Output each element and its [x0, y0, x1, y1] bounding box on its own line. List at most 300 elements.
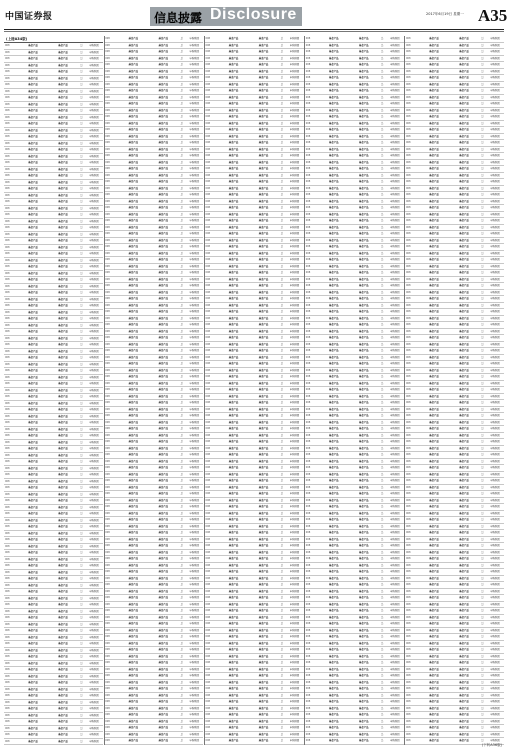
row-business-type: 申购赎回 — [285, 205, 303, 212]
row-business-type: 申购赎回 — [486, 322, 504, 329]
row-fund-name: 基金产品 — [118, 88, 148, 95]
row-flag: 是 — [279, 458, 286, 465]
row-business-type: 申购赎回 — [486, 315, 504, 322]
row-fund-name: 基金产品 — [419, 621, 449, 628]
row-code: 008 — [104, 556, 118, 563]
row-fund-name: 基金产品 — [319, 296, 349, 303]
row-fund-name: 基金产品 — [118, 283, 148, 290]
row-fund-name: 基金产品 — [319, 504, 349, 511]
row-code: 008 — [405, 348, 419, 355]
row-fund-name: 基金产品 — [18, 368, 48, 375]
row-fund-name: 基金产品 — [319, 361, 349, 368]
row-flag: 是 — [379, 192, 386, 199]
row-business-type: 申购赎回 — [285, 341, 303, 348]
row-flag: 是 — [78, 238, 85, 245]
row-fund-product: 基金产品 — [349, 484, 379, 491]
row-flag: 是 — [279, 153, 286, 160]
row-flag: 是 — [78, 537, 85, 544]
row-code: 008 — [305, 302, 319, 309]
row-business-type: 申购赎回 — [486, 341, 504, 348]
row-flag: 是 — [379, 374, 386, 381]
row-business-type: 申购赎回 — [85, 608, 103, 615]
row-fund-product: 基金产品 — [148, 504, 178, 511]
row-code: 008 — [305, 725, 319, 732]
row-fund-name: 基金产品 — [419, 614, 449, 621]
row-business-type: 申购赎回 — [85, 407, 103, 414]
row-business-type: 申购赎回 — [185, 55, 203, 62]
row-business-type: 申购赎回 — [85, 277, 103, 284]
row-fund-product: 基金产品 — [449, 289, 479, 296]
row-fund-name: 基金产品 — [118, 543, 148, 550]
row-flag: 是 — [279, 250, 286, 257]
row-business-type: 申购赎回 — [386, 575, 404, 582]
row-business-type: 申购赎回 — [285, 328, 303, 335]
row-fund-product: 基金产品 — [48, 621, 78, 628]
row-flag: 是 — [379, 75, 386, 82]
row-fund-product: 基金产品 — [349, 491, 379, 498]
row-flag: 是 — [279, 179, 286, 186]
row-flag: 是 — [379, 582, 386, 589]
row-flag: 是 — [279, 296, 286, 303]
row-flag: 是 — [279, 302, 286, 309]
row-code: 008 — [205, 62, 219, 69]
row-fund-name: 基金产品 — [118, 276, 148, 283]
row-business-type: 申购赎回 — [386, 536, 404, 543]
row-code: 008 — [104, 367, 118, 374]
row-flag: 是 — [479, 510, 486, 517]
row-business-type: 申购赎回 — [486, 62, 504, 69]
row-flag: 是 — [379, 224, 386, 231]
row-fund-product: 基金产品 — [249, 283, 279, 290]
row-code: 008 — [205, 582, 219, 589]
header-rule-thin — [4, 31, 504, 32]
page-header — [0, 0, 508, 30]
row-business-type: 申购赎回 — [386, 679, 404, 686]
row-business-type: 申购赎回 — [85, 589, 103, 596]
row-business-type: 申购赎回 — [85, 316, 103, 323]
row-fund-product: 基金产品 — [249, 322, 279, 329]
row-fund-name: 基金产品 — [118, 62, 148, 69]
row-fund-product: 基金产品 — [249, 465, 279, 472]
row-fund-name: 基金产品 — [18, 556, 48, 563]
row-fund-product: 基金产品 — [449, 153, 479, 160]
row-code: 008 — [205, 380, 219, 387]
row-fund-name: 基金产品 — [419, 120, 449, 127]
row-fund-name: 基金产品 — [419, 679, 449, 686]
row-business-type: 申购赎回 — [386, 270, 404, 277]
row-flag: 是 — [279, 224, 286, 231]
row-fund-name: 基金产品 — [419, 283, 449, 290]
row-code: 008 — [205, 595, 219, 602]
row-fund-name: 基金产品 — [118, 614, 148, 621]
row-fund-name — [419, 744, 449, 745]
row-fund-product: 基金产品 — [449, 673, 479, 680]
row-business-type: 申购赎回 — [185, 575, 203, 582]
row-code: 008 — [104, 465, 118, 472]
row-business-type: 申购赎回 — [85, 342, 103, 349]
row-fund-name: 基金产品 — [319, 614, 349, 621]
row-fund-name: 基金产品 — [319, 510, 349, 517]
row-flag: 是 — [78, 446, 85, 453]
row-fund-name: 基金产品 — [219, 549, 249, 556]
row-code: 008 — [205, 198, 219, 205]
row-flag: 是 — [178, 198, 185, 205]
row-flag: 是 — [78, 576, 85, 583]
row-business-type: 申购赎回 — [85, 88, 103, 95]
row-business-type: 申购赎回 — [486, 387, 504, 394]
row-code: 008 — [104, 738, 118, 745]
row-fund-product: 基金产品 — [349, 653, 379, 660]
row-flag: 是 — [379, 666, 386, 673]
row-fund-product: 基金产品 — [449, 55, 479, 62]
row-fund-product: 基金产品 — [349, 640, 379, 647]
row-code: 008 — [205, 497, 219, 504]
row-business-type: 申购赎回 — [285, 231, 303, 238]
table-column — [205, 36, 304, 745]
row-fund-name: 基金产品 — [319, 198, 349, 205]
row-code: 008 — [205, 705, 219, 712]
row-fund-product: 基金产品 — [349, 426, 379, 433]
row-fund-name: 基金产品 — [18, 303, 48, 310]
row-flag: 是 — [178, 731, 185, 738]
row-fund-product: 基金产品 — [349, 341, 379, 348]
row-fund-name: 基金产品 — [219, 354, 249, 361]
row-fund-product: 基金产品 — [249, 354, 279, 361]
row-fund-name: 基金产品 — [219, 380, 249, 387]
row-business-type: 申购赎回 — [85, 101, 103, 108]
row-fund-name: 基金产品 — [419, 692, 449, 699]
row-business-type: 申购赎回 — [486, 68, 504, 75]
row-business-type: 申购赎回 — [85, 511, 103, 518]
row-fund-name: 基金产品 — [419, 328, 449, 335]
row-flag: 是 — [379, 62, 386, 69]
row-code: 008 — [4, 283, 18, 290]
row-code: 008 — [205, 244, 219, 251]
row-fund-product: 基金产品 — [48, 212, 78, 219]
row-fund-product: 基金产品 — [349, 543, 379, 550]
row-business-type: 申购赎回 — [85, 478, 103, 485]
row-code: 008 — [305, 497, 319, 504]
row-code: 008 — [305, 114, 319, 121]
row-business-type: 申购赎回 — [185, 153, 203, 160]
row-code: 008 — [305, 289, 319, 296]
row-fund-name: 基金产品 — [319, 608, 349, 615]
row-fund-product: 基金产品 — [148, 393, 178, 400]
row-flag: 是 — [379, 432, 386, 439]
row-business-type: 申购赎回 — [185, 406, 203, 413]
row-fund-name: 基金产品 — [319, 634, 349, 641]
row-fund-product: 基金产品 — [148, 517, 178, 524]
row-fund-name: 基金产品 — [419, 114, 449, 121]
row-code: 008 — [4, 355, 18, 362]
row-flag: 是 — [78, 634, 85, 641]
row-business-type: 申购赎回 — [486, 114, 504, 121]
row-fund-name: 基金产品 — [118, 569, 148, 576]
row-flag: 是 — [279, 569, 286, 576]
row-business-type: 申购赎回 — [285, 62, 303, 69]
row-fund-product: 基金产品 — [449, 88, 479, 95]
section-title: 信息披露 — [154, 11, 203, 25]
row-code: 008 — [205, 504, 219, 511]
row-fund-product: 基金产品 — [449, 328, 479, 335]
row-fund-name: 基金产品 — [118, 107, 148, 114]
row-fund-name: 基金产品 — [18, 244, 48, 251]
row-fund-name: 基金产品 — [419, 543, 449, 550]
row-flag: 是 — [479, 315, 486, 322]
row-business-type: 申购赎回 — [486, 75, 504, 82]
row-fund-product: 基金产品 — [148, 289, 178, 296]
row-flag: 是 — [279, 55, 286, 62]
row-fund-product: 基金产品 — [449, 595, 479, 602]
row-business-type: 申购赎回 — [285, 257, 303, 264]
row-flag: 是 — [379, 315, 386, 322]
row-fund-name: 基金产品 — [18, 524, 48, 531]
row-business-type: 申购赎回 — [285, 484, 303, 491]
row-fund-name: 基金产品 — [18, 218, 48, 225]
row-fund-name: 基金产品 — [319, 569, 349, 576]
row-fund-product: 基金产品 — [48, 186, 78, 193]
row-business-type: 申购赎回 — [386, 179, 404, 186]
row-fund-product: 基金产品 — [249, 348, 279, 355]
row-flag: 是 — [479, 536, 486, 543]
row-fund-product: 基金产品 — [449, 172, 479, 179]
row-flag: 是 — [178, 471, 185, 478]
row-fund-product: 基金产品 — [148, 582, 178, 589]
row-fund-product: 基金产品 — [249, 406, 279, 413]
row-fund-product: 基金产品 — [148, 432, 178, 439]
row-fund-product: 基金产品 — [349, 530, 379, 537]
row-code: 008 — [4, 472, 18, 479]
row-fund-name: 基金产品 — [219, 75, 249, 82]
row-fund-product: 基金产品 — [48, 316, 78, 323]
row-fund-product: 基金产品 — [249, 608, 279, 615]
row-fund-name: 基金产品 — [219, 367, 249, 374]
row-business-type: 申购赎回 — [486, 283, 504, 290]
row-flag: 是 — [479, 543, 486, 550]
row-fund-name: 基金产品 — [18, 355, 48, 362]
row-fund-product: 基金产品 — [449, 452, 479, 459]
row-flag: 是 — [178, 88, 185, 95]
row-fund-name: 基金产品 — [219, 237, 249, 244]
row-flag: 是 — [178, 94, 185, 101]
row-fund-name: 基金产品 — [18, 88, 48, 95]
row-fund-product: 基金产品 — [148, 218, 178, 225]
row-business-type: 申购赎回 — [386, 244, 404, 251]
row-flag: 是 — [379, 289, 386, 296]
row-fund-name: 基金产品 — [118, 224, 148, 231]
row-fund-name: 基金产品 — [18, 127, 48, 134]
row-business-type: 申购赎回 — [285, 517, 303, 524]
row-fund-name: 基金产品 — [219, 504, 249, 511]
row-code: 008 — [305, 653, 319, 660]
row-flag: 是 — [78, 569, 85, 576]
row-business-type: 申购赎回 — [386, 725, 404, 732]
row-code: 008 — [4, 342, 18, 349]
row-flag: 是 — [178, 335, 185, 342]
row-fund-name: 基金产品 — [18, 647, 48, 654]
row-code: 008 — [305, 140, 319, 147]
row-fund-name: 基金产品 — [319, 699, 349, 706]
row-code: 008 — [4, 517, 18, 524]
row-code: 008 — [4, 88, 18, 95]
row-flag: 是 — [479, 679, 486, 686]
row-code: 008 — [4, 576, 18, 583]
row-code: 008 — [4, 95, 18, 102]
row-business-type: 申购赎回 — [85, 576, 103, 583]
row-fund-name: 基金产品 — [118, 133, 148, 140]
row-fund-product: 基金产品 — [148, 400, 178, 407]
row-fund-name: 基金产品 — [319, 458, 349, 465]
row-flag: 是 — [379, 601, 386, 608]
row-business-type: 申购赎回 — [486, 172, 504, 179]
row-business-type: 申购赎回 — [85, 95, 103, 102]
row-fund-product: 基金产品 — [249, 640, 279, 647]
row-fund-name: 基金产品 — [419, 627, 449, 634]
row-flag: 是 — [379, 328, 386, 335]
row-flag: 是 — [178, 705, 185, 712]
row-code: 008 — [4, 75, 18, 82]
row-fund-product: 基金产品 — [349, 270, 379, 277]
row-flag: 是 — [78, 693, 85, 700]
row-fund-product: 基金产品 — [48, 569, 78, 576]
row-business-type: 申购赎回 — [386, 510, 404, 517]
row-fund-name: 基金产品 — [219, 153, 249, 160]
row-fund-name: 基金产品 — [419, 504, 449, 511]
row-fund-product: 基金产品 — [349, 569, 379, 576]
row-fund-name: 基金产品 — [419, 439, 449, 446]
row-business-type: 申购赎回 — [386, 413, 404, 420]
row-business-type: 申购赎回 — [285, 185, 303, 192]
row-fund-name: 基金产品 — [319, 276, 349, 283]
row-business-type: 申购赎回 — [285, 296, 303, 303]
row-fund-product: 基金产品 — [48, 673, 78, 680]
row-flag: 是 — [78, 725, 85, 732]
row-fund-product: 基金产品 — [148, 179, 178, 186]
row-fund-name: 基金产品 — [18, 498, 48, 505]
row-fund-product: 基金产品 — [249, 179, 279, 186]
row-flag: 是 — [479, 621, 486, 628]
row-code: 008 — [405, 608, 419, 615]
row-business-type: 申购赎回 — [386, 393, 404, 400]
row-business-type: 申购赎回 — [386, 471, 404, 478]
row-fund-product: 基金产品 — [148, 81, 178, 88]
row-code: 008 — [205, 133, 219, 140]
row-business-type: 申购赎回 — [386, 354, 404, 361]
row-flag: 是 — [279, 419, 286, 426]
row-code — [4, 745, 18, 746]
row-business-type: 申购赎回 — [185, 127, 203, 134]
row-business-type: 申购赎回 — [185, 107, 203, 114]
row-flag: 是 — [279, 595, 286, 602]
row-code: 008 — [205, 432, 219, 439]
row-fund-name: 基金产品 — [18, 452, 48, 459]
row-fund-name: 基金产品 — [419, 608, 449, 615]
row-flag: 是 — [78, 218, 85, 225]
row-business-type: 申购赎回 — [285, 419, 303, 426]
row-business-type: 申购赎回 — [386, 478, 404, 485]
row-code: 008 — [405, 380, 419, 387]
row-code: 008 — [305, 107, 319, 114]
row-business-type: 申购赎回 — [85, 374, 103, 381]
row-flag: 是 — [479, 634, 486, 641]
row-business-type: 申购赎回 — [285, 406, 303, 413]
row-fund-name: 基金产品 — [118, 36, 148, 42]
row-fund-product: 基金产品 — [249, 49, 279, 56]
row-fund-product: 基金产品 — [48, 225, 78, 232]
row-fund-product: 基金产品 — [349, 471, 379, 478]
row-business-type: 申购赎回 — [285, 608, 303, 615]
row-fund-product: 基金产品 — [449, 705, 479, 712]
row-flag: 是 — [279, 36, 286, 42]
row-code: 008 — [305, 588, 319, 595]
row-code: 008 — [205, 185, 219, 192]
row-code: 008 — [305, 374, 319, 381]
row-fund-name: 基金产品 — [319, 380, 349, 387]
row-fund-product: 基金产品 — [48, 550, 78, 557]
row-code: 008 — [305, 679, 319, 686]
row-flag: 是 — [479, 380, 486, 387]
row-fund-name: 基金产品 — [18, 472, 48, 479]
row-code: 008 — [104, 107, 118, 114]
row-business-type: 申购赎回 — [85, 153, 103, 160]
row-fund-product: 基金产品 — [48, 374, 78, 381]
row-fund-name: 基金产品 — [319, 556, 349, 563]
row-business-type: 申购赎回 — [185, 452, 203, 459]
row-business-type: 申购赎回 — [285, 179, 303, 186]
row-fund-name: 基金产品 — [419, 94, 449, 101]
row-fund-product: 基金产品 — [449, 393, 479, 400]
row-business-type: 申购赎回 — [486, 517, 504, 524]
row-flag: 是 — [479, 62, 486, 69]
row-code: 008 — [205, 647, 219, 654]
row-fund-name: 基金产品 — [118, 354, 148, 361]
row-fund-product: 基金产品 — [249, 302, 279, 309]
row-code: 008 — [4, 738, 18, 745]
row-code: 008 — [405, 504, 419, 511]
row-code: 008 — [205, 627, 219, 634]
row-fund-product: 基金产品 — [48, 517, 78, 524]
row-fund-product: 基金产品 — [249, 497, 279, 504]
row-flag: 是 — [479, 692, 486, 699]
row-business-type: 申购赎回 — [386, 68, 404, 75]
row-flag: 是 — [78, 127, 85, 134]
row-business-type: 申购赎回 — [285, 393, 303, 400]
row-business-type: 申购赎回 — [386, 276, 404, 283]
row-code: 008 — [4, 420, 18, 427]
row-flag: 是 — [178, 133, 185, 140]
row-business-type: 申购赎回 — [85, 140, 103, 147]
row-flag: 是 — [479, 250, 486, 257]
row-flag: 是 — [78, 335, 85, 342]
row-business-type: 申购赎回 — [85, 420, 103, 427]
row-flag: 是 — [279, 140, 286, 147]
row-business-type: 申购赎回 — [486, 94, 504, 101]
row-flag: 是 — [379, 36, 386, 42]
row-fund-product: 基金产品 — [148, 569, 178, 576]
row-flag: 是 — [279, 504, 286, 511]
row-business-type: 申购赎回 — [185, 523, 203, 530]
row-business-type: 申购赎回 — [486, 237, 504, 244]
row-business-type: 申购赎回 — [185, 335, 203, 342]
row-fund-product: 基金产品 — [249, 75, 279, 82]
row-business-type: 申购赎回 — [85, 322, 103, 329]
row-business-type: 申购赎回 — [185, 614, 203, 621]
row-fund-name: 基金产品 — [319, 244, 349, 251]
row-code: 008 — [205, 601, 219, 608]
row-business-type: 申购赎回 — [486, 374, 504, 381]
row-business-type: 申购赎回 — [486, 289, 504, 296]
row-code: 008 — [205, 738, 219, 745]
